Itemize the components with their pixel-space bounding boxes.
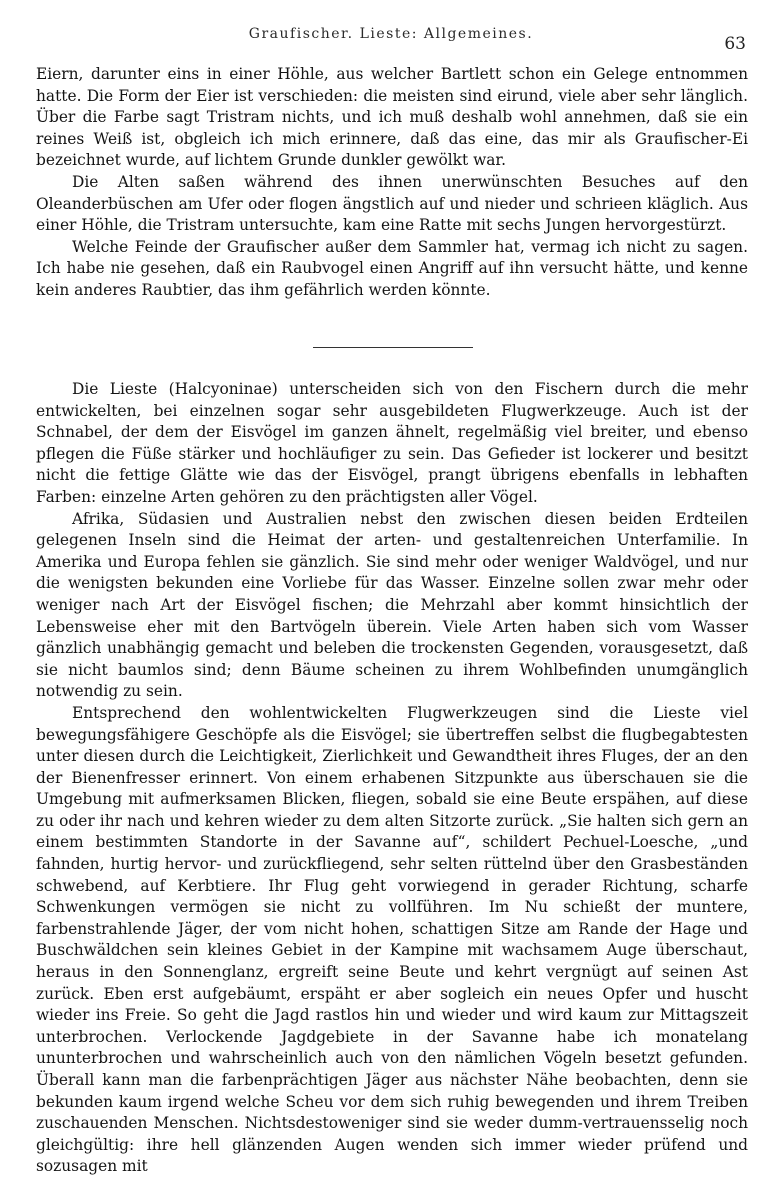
- bottom-section: [36, 379, 748, 1178]
- page-number: 63: [724, 34, 746, 54]
- paragraph: Entsprechend den wohlentwickelten Flugwerkzeugen sind die Lieste viel bewegungsfähigere Geschöpfe als die Eisvögel; sie übertreffen selbst die flugbegabtesten unter diesen durch die Leichtigkeit, Zierlichkeit und Gewandtheit ihres Fluges, der an den der Bienenfresser erinnert. Von einem erhabenen Sitzpunkte aus überschauen sie die Umgebung mit aufmerksamen Blicken, fliegen, sobald sie eine Beute erspähen, auf diese zu oder ihr nach und kehren wieder zu dem alten Sitzorte zurück. „Sie halten sich gern an einem bestimmten Standorte in der Savanne auf“, schildert Pechuel-Loesche, „und fahnden, hurtig hervor- und zurückfliegend, sehr selten rüttelnd über den Grasbeständen schwebend, auf Kerbtiere. Ihr Flug geht vorwiegend in gerader Richtung, scharfe Schwenkungen vermögen sie nicht zu vollführen. Im Nu schießt der muntere, farbenstrahlende Jäger, der vom nicht hohen, schattigen Sitze am Rande der Hage und Buschwäldchen sein kleines Gebiet in der Kampine mit wachsamem Auge überschaut, heraus in den Sonnenglanz, ergreift seine Beute und kehrt vergnügt auf seinen Ast zurück. Eben erst aufgebäumt, erspäht er aber sogleich ein neues Opfer und huscht wieder ins Freie. So geht die Jagd rastlos hin und wieder und wird kaum zur Mittagszeit unterbrochen. Verlockende Jagdgebiete in der Savanne habe ich monatelang ununterbrochen und wahrscheinlich auch von den nämlichen Vögeln besetzt gefunden. Überall kann man die farbenprächtigen Jäger aus nächster Nähe beobachten, denn sie bekunden kaum irgend welche Scheu vor dem sich ruhig bewegenden und ihrem Treiben zuschauenden Menschen. Nichtsdestoweniger sind sie weder dumm-vertrauensselig noch gleichgültig: ihre hell glänzenden Augen wenden sich immer wieder prüfend und sozusagen mit: [36, 703, 748, 1176]
- paragraph: Die Lieste (Halcyoninae) unterscheiden sich von den Fischern durch die mehr entwickelten, bei einzelnen sogar sehr ausgebildeten Flugwerkzeuge. Auch ist der Schnabel, der dem der Eisvögel im ganzen ähnelt, regelmäßig viel breiter, und ebenso pflegen die Füße stärker und hochläufiger zu sein. Das Gefieder ist lockerer und besitzt nicht die fettige Glätte wie das der Eisvögel, prangt übrigens ebenfalls in lebhaften Farben: einzelne Arten gehören zu den prächtigsten aller Vögel.: [36, 380, 748, 506]
- running-head: Graufischer. Lieste: Allgemeines.: [248, 26, 534, 42]
- top-section: [36, 64, 748, 302]
- paragraph: Welche Feinde der Graufischer außer dem Sammler hat, vermag ich nicht zu sagen. Ich habe nie gesehen, daß ein Raubvogel einen Angriff auf ihn versucht hätte, und kenne kein anderes Raubtier, das ihm gefährlich werden könnte.: [36, 237, 748, 299]
- paragraph-continued: Eiern, darunter eins in einer Höhle, aus welcher Bartlett schon ein Gelege entnommen hatte. Die Form der Eier ist verschieden: die meisten sind eirund, viele aber sehr länglich. Über die Farbe sagt Tristram nichts, und ich muß deshalb wohl annehmen, daß sie ein reines Weiß ist, obgleich ich mich erinnere, daß das eine, das mir als Graufischer-Ei bezeichnet wurde, auf lichtem Grunde dunkler gewölkt war.: [36, 65, 748, 170]
- paragraph: Die Alten saßen während des ihnen unerwünschten Besuches auf den Oleanderbüschen am Ufer oder flogen ängstlich auf und nieder und schrieen kläglich. Aus einer Höhle, die Tristram untersuchte, kam eine Ratte mit sechs Jungen hervorgestürzt.: [36, 172, 748, 235]
- paragraph: Afrika, Südasien und Australien nebst den zwischen diesen beiden Erdteilen gelegenen Inseln sind die Heimat der arten- und gestaltenreichen Unterfamilie. In Amerika und Europa fehlen sie gänzlich. Sie sind mehr oder weniger Waldvögel, und nur die wenigsten bekunden eine Vorliebe für das Wasser. Einzelne sollen zwar mehr oder weniger nach Art der Eisvögel fischen; die Mehrzahl aber kommt hinsichtlich der Lebensweise eher mit den Bartvögeln überein. Viele Arten haben sich vom Wasser gänzlich unabhängig gemacht und beleben die trockensten Gegenden, vorausgesetzt, daß sie nicht baumlos sind; denn Bäume scheinen zu ihrem Wohlbefinden unumgänglich notwendig zu sein.: [36, 509, 748, 701]
- section-divider: [313, 347, 473, 348]
